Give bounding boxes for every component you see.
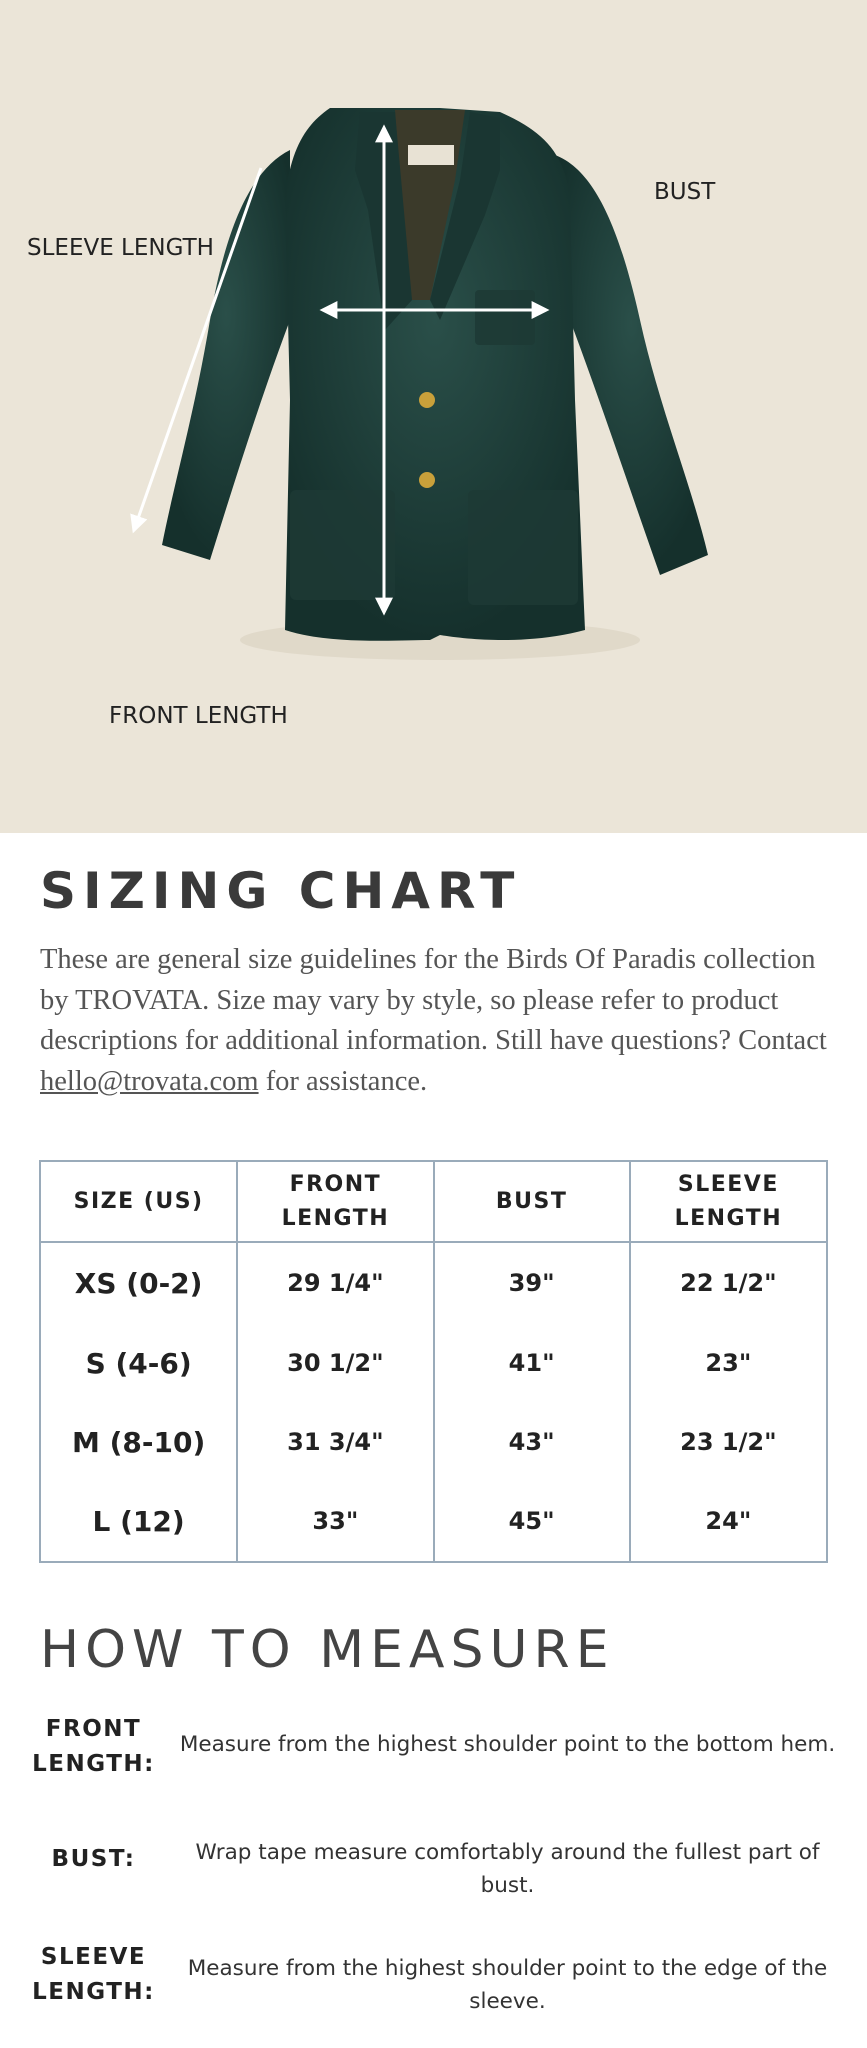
front-length-cell: 30 1/2" [237, 1324, 433, 1403]
table-row [41, 1242, 826, 1324]
header-bust: BUST [434, 1162, 630, 1242]
sleeve-length-cell: 24" [705, 1507, 752, 1536]
intro-suffix: for assistance. [258, 1065, 428, 1097]
bust-label: BUST [654, 179, 716, 205]
left-pocket [290, 490, 395, 600]
bust-cell: 41" [434, 1324, 630, 1403]
jacket-tag [408, 145, 454, 165]
sizing-chart-title: SIZING CHART [40, 862, 522, 920]
intro-body: These are general size guidelines for the Birds Of Paradis collection by TROVATA. Size may vary by style, so please refer to product descriptions for additional information. Still have questions? Contact [40, 944, 827, 1056]
jacket-button [419, 472, 435, 488]
size-cell: S (4-6) [41, 1324, 237, 1403]
sleeve-length-cell: 23 1/2" [680, 1428, 777, 1457]
contact-email-link[interactable]: hello@trovata.com [40, 1065, 259, 1097]
sleeve-length-label: SLEEVE LENGTH [27, 235, 214, 261]
front-length-cell: 31 3/4" [237, 1403, 433, 1482]
measure-label: SLEEVE LENGTH: [32, 1944, 155, 2005]
measure-description: Measure from the highest shoulder point to the bottom hem. [179, 1732, 836, 1757]
bust-cell: 43" [434, 1403, 630, 1482]
jacket-button [419, 392, 435, 408]
size-cell: M (8-10) [41, 1403, 237, 1482]
right-pocket [468, 490, 578, 605]
measure-description: Wrap tape measure comfortably around the fullest part of bust. [195, 1840, 820, 1898]
sleeve-length-cell: 22 1/2" [680, 1269, 777, 1298]
chest-pocket [475, 290, 535, 345]
table-row [41, 1324, 826, 1403]
bust-cell: 45" [434, 1482, 630, 1561]
measure-description: Measure from the highest shoulder point to the edge of the sleeve. [187, 1956, 828, 2014]
front-length-label: FRONT LENGTH [109, 703, 288, 729]
sleeve-length-cell: 23" [705, 1349, 752, 1378]
header-sleeve-length: SLEEVE LENGTH [630, 1162, 826, 1242]
front-length-cell: 33" [237, 1482, 433, 1561]
header-front-length: FRONT LENGTH [237, 1162, 433, 1242]
bust-cell: 39" [434, 1242, 630, 1324]
table-row [41, 1403, 826, 1482]
left-sleeve [162, 150, 290, 560]
how-to-measure-title: HOW TO MEASURE [40, 1620, 615, 1680]
measure-label: FRONT LENGTH: [32, 1716, 155, 1777]
table-header-row [41, 1162, 826, 1242]
size-cell: XS (0-2) [41, 1242, 237, 1324]
sizing-intro-text [40, 940, 840, 1102]
product-measurement-image [0, 0, 867, 833]
table-row [41, 1482, 826, 1561]
size-cell: L (12) [41, 1482, 237, 1561]
front-length-cell: 29 1/4" [237, 1242, 433, 1324]
header-size: SIZE (US) [41, 1162, 237, 1242]
measure-label: BUST: [51, 1846, 136, 1872]
size-table [39, 1160, 828, 1563]
